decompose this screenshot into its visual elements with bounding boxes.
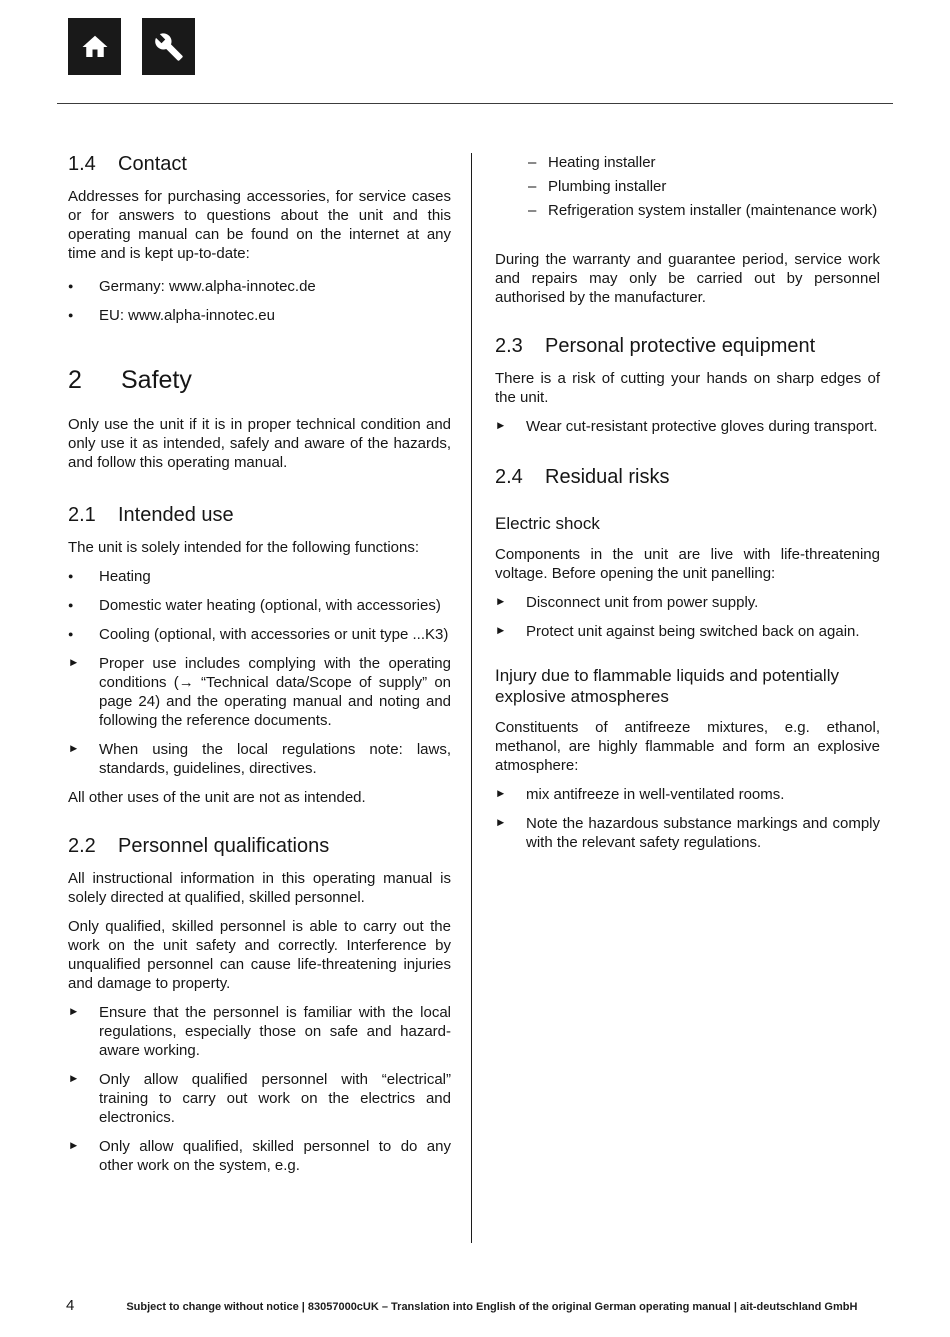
section-heading-ppe (495, 335, 880, 358)
action-item (495, 622, 880, 641)
paragraph: During the warranty and guarantee period, service work and repairs may only be carried out by personnel authorised by the manufacturer. (495, 251, 880, 306)
paragraph: All instructional information in this operating manual is solely directed at qualified, skilled personnel. (68, 870, 451, 906)
home-button[interactable] (68, 18, 121, 75)
action-item (495, 785, 880, 804)
list-item-text: Heating (99, 568, 151, 585)
arrow-icon: ► (68, 1140, 80, 1152)
bullet-icon: ● (68, 310, 74, 320)
arrow-icon: ► (495, 420, 507, 432)
action-item (68, 740, 451, 778)
chapter-number: 2 (68, 366, 82, 394)
section-number: 2.1 (68, 504, 96, 526)
list-item (68, 625, 451, 644)
section-intended-use (68, 504, 451, 807)
section-contact (68, 153, 451, 325)
paragraph: Addresses for purchasing accessories, for service cases or for answers to questions about the unit and this operating manual can be found on the internet at any time and is kept up-to-date: (68, 188, 451, 262)
action-item-text: Disconnect unit from power supply. (526, 594, 759, 611)
paragraph: All other uses of the unit are not as intended. (68, 789, 366, 806)
action-item (495, 593, 880, 612)
wrench-icon (154, 32, 184, 62)
section-safety (68, 366, 451, 472)
action-item (495, 417, 880, 436)
bullet-icon: ● (68, 571, 74, 581)
action-item-text: Only allow qualified, skilled personnel to do any other work on the system, e.g. (99, 1138, 451, 1174)
section-personnel (68, 835, 451, 1175)
arrow-icon: ► (495, 596, 507, 608)
section-number: 2.3 (495, 335, 523, 357)
chapter-heading-safety (68, 366, 451, 395)
footer-text: Subject to change without notice | 83057000cUK – Translation into English of the original German operating manual | ait-deutschland GmbH (126, 1301, 858, 1313)
list-item-text: Heating installer (548, 154, 656, 171)
action-item-text: Proper use includes complying with the operating conditions (→ “Technical data/Scope of supply” on page 24) and the operating manual and noting and following the reference documents. (99, 655, 451, 729)
arrow-icon: ► (495, 788, 507, 800)
action-item-text: mix antifreeze in well-ventilated rooms. (526, 786, 785, 803)
home-icon (80, 32, 110, 62)
list-item (68, 306, 451, 325)
section-heading-contact (68, 153, 451, 176)
action-item (68, 1003, 451, 1060)
section-title: Intended use (118, 504, 234, 526)
arrow-icon: ► (495, 625, 507, 637)
chapter-title: Safety (121, 366, 192, 394)
right-column (495, 153, 880, 1243)
subsection-heading-flammable: Injury due to flammable liquids and potentially explosive atmospheres (495, 666, 839, 706)
action-item-text: Only allow qualified personnel with “electrical” training to carry out work on the electrics and electronics. (99, 1071, 451, 1126)
section-heading-intended-use (68, 504, 451, 527)
paragraph: Only qualified, skilled personnel is able to carry out the work on the unit safety and correctly. Interference by unqualified personnel can cause life-threatening injuries and damage to property. (68, 918, 451, 992)
list-item-text: Plumbing installer (548, 178, 667, 195)
action-item (68, 654, 451, 730)
action-item (68, 1137, 451, 1175)
dash-icon: – (528, 154, 537, 171)
list-item (68, 567, 451, 586)
tools-button[interactable] (142, 18, 195, 75)
paragraph: Components in the unit are live with life-threatening voltage. Before opening the unit panelling: (495, 546, 880, 582)
section-title: Residual risks (545, 466, 670, 488)
action-item (495, 814, 880, 852)
arrow-icon: ► (495, 817, 507, 829)
action-item-text: Ensure that the personnel is familiar with the local regulations, especially those on safe and hazard-aware working. (99, 1004, 451, 1059)
section-number: 2.4 (495, 466, 523, 488)
paragraph: There is a risk of cutting your hands on sharp edges of the unit. (495, 370, 880, 406)
content-columns (68, 153, 880, 1243)
header-divider (57, 103, 893, 104)
action-item (68, 1070, 451, 1127)
action-item-text: When using the local regulations note: laws, standards, guidelines, directives. (99, 741, 451, 777)
arrow-icon: ► (68, 1073, 80, 1085)
installer-list (495, 153, 880, 220)
nav-icon-row (68, 18, 195, 75)
action-item-text: Note the hazardous substance markings and comply with the relevant safety regulations. (526, 815, 880, 851)
list-item (495, 153, 880, 172)
paragraph: The unit is solely intended for the following functions: (68, 539, 420, 556)
section-residual-risks (495, 466, 880, 852)
bullet-icon: ● (68, 600, 74, 610)
list-item (495, 177, 880, 196)
arrow-icon: ► (68, 1006, 80, 1018)
arrow-icon: ► (68, 743, 80, 755)
section-title: Personnel qualifications (118, 835, 330, 857)
list-item-text: Domestic water heating (optional, with accessories) (99, 597, 441, 614)
section-heading-residual-risks (495, 466, 880, 489)
action-item-text: Wear cut-resistant protective gloves during transport. (526, 418, 878, 435)
section-number: 1.4 (68, 153, 96, 175)
list-item-text: EU: www.alpha-innotec.eu (99, 307, 275, 324)
section-heading-personnel (68, 835, 451, 858)
page-footer (66, 1297, 906, 1314)
list-item-text: Cooling (optional, with accessories or unit type ...K3) (99, 626, 449, 643)
list-item-text: Refrigeration system installer (maintenance work) (548, 202, 878, 219)
section-ppe (495, 335, 880, 436)
page-number: 4 (66, 1297, 75, 1314)
subsection-heading-electric-shock: Electric shock (495, 514, 600, 533)
dash-icon: – (528, 178, 537, 195)
action-item-text: Protect unit against being switched back on again. (526, 623, 860, 640)
left-column (68, 153, 451, 1243)
dash-icon: – (528, 202, 537, 219)
list-item (68, 596, 451, 615)
bullet-icon: ● (68, 629, 74, 639)
paragraph: Constituents of antifreeze mixtures, e.g. ethanol, methanol, are highly flammable and form an explosive atmosphere: (495, 719, 880, 774)
list-item (495, 201, 880, 220)
arrow-icon: ► (68, 657, 80, 669)
list-item-text: Germany: www.alpha-innotec.de (99, 278, 316, 295)
column-divider (471, 153, 472, 1243)
bullet-icon: ● (68, 281, 74, 291)
section-title: Personal protective equipment (545, 335, 816, 357)
section-number: 2.2 (68, 835, 96, 857)
section-title: Contact (118, 153, 187, 175)
paragraph: Only use the unit if it is in proper technical condition and only use it as intended, safely and aware of the hazards, and follow this operating manual. (68, 416, 451, 471)
list-item (68, 277, 451, 296)
